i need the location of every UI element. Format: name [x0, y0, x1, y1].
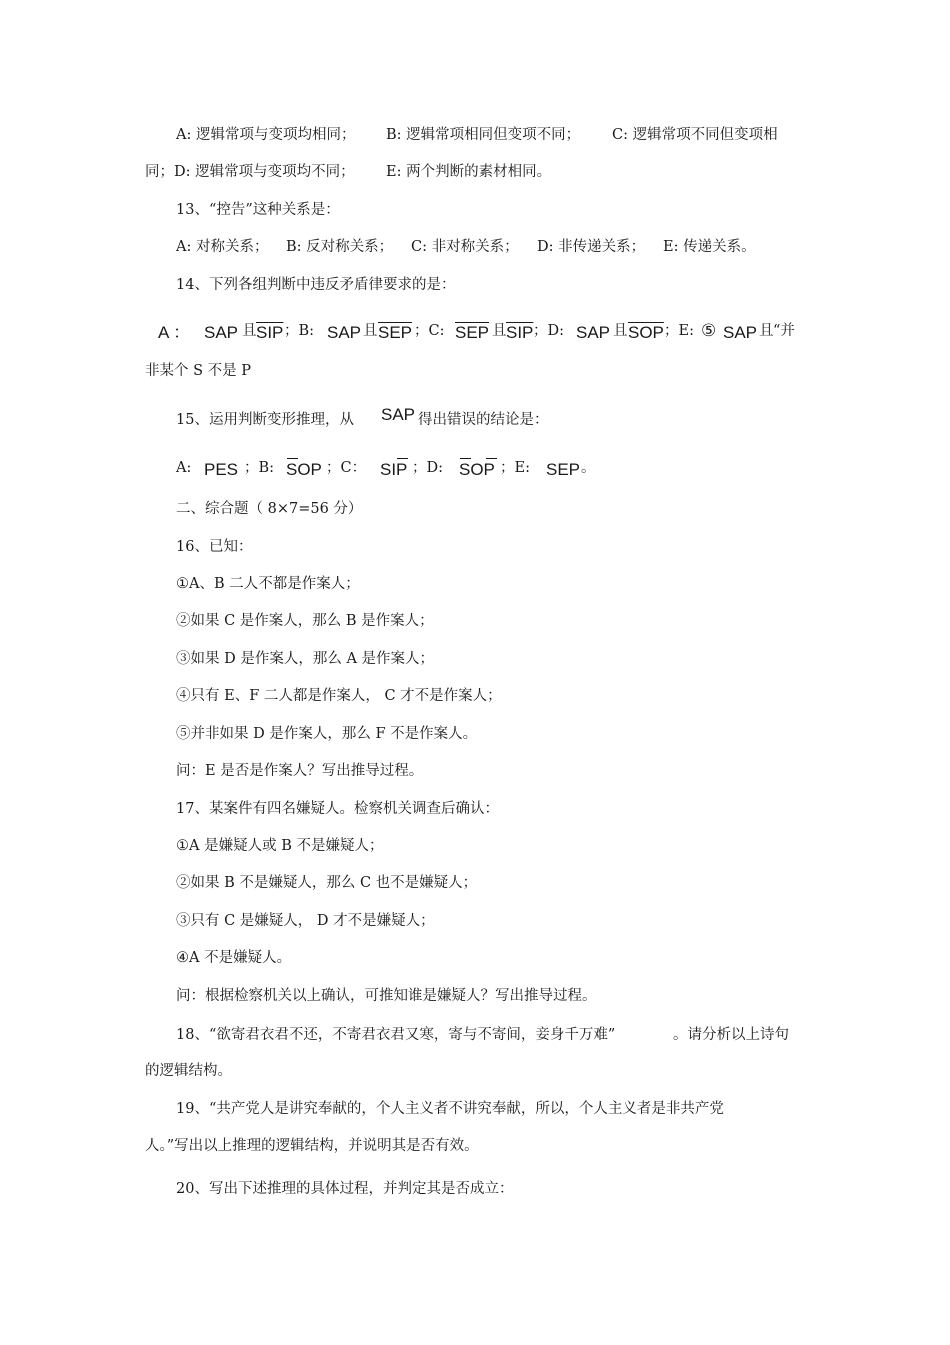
q14-label-a: A ： [158, 323, 191, 342]
q15-label-b: ；B: [244, 460, 275, 476]
q15-overbar-b [287, 458, 298, 459]
q19-line-2: 人。”写出以上推理的逻辑结构，并说明其是否有效。 [145, 1138, 479, 1154]
q15-option-b: SOP [286, 460, 322, 479]
q12-line-2 [145, 164, 552, 180]
q13-option-b: B: 反对称关系； [286, 239, 394, 255]
q17-item-2: ②如果 B 不是嫌疑人，那么 C 也不是嫌疑人； [176, 875, 478, 891]
q14-term-d2: $\overline{SOP}$ [628, 323, 664, 342]
q15-stem-before: 15、运用判断变形推理，从 [176, 412, 354, 428]
q15-overbar-c [397, 458, 408, 459]
q12-option-b: B: 逻辑常项相同但变项不同； [386, 127, 581, 143]
q13-option-e: E: 传递关系。 [663, 239, 756, 255]
q15-option-d: SOP [459, 460, 495, 479]
q19-line-1: 19、“共产党人是讲究奉献的，个人主义者不讲究奉献，所以，个人主义者是非共产党 [176, 1101, 724, 1117]
q12-option-c: C: 逻辑常项不同但变项相 [612, 127, 778, 143]
q13-option-c: C: 非对称关系； [411, 239, 519, 255]
q14-and-e: 且 [759, 323, 774, 339]
q16-item-3: ③如果 D 是作案人，那么 A 是作案人； [176, 651, 435, 667]
q16-item-5: ⑤并非如果 D 是作案人，那么 F 不是作案人。 [176, 726, 478, 742]
q15-option-c: SIP [380, 460, 408, 479]
q15-option-e: SEP [546, 460, 581, 479]
q14-term-d1: SAP [576, 323, 611, 342]
q15-label-e: ；E: [500, 460, 530, 476]
q13-options [176, 239, 756, 255]
q15-label-d: ；D: [412, 460, 444, 476]
q15-stem [176, 405, 549, 428]
q18-line-2: 的逻辑结构。 [145, 1063, 232, 1079]
q14-and-c: 且 [492, 323, 507, 339]
q15-end: 。 [581, 460, 596, 476]
q14-term-a1: SAP [204, 323, 239, 342]
q13-stem: 13、“控告”这种关系是： [176, 202, 340, 218]
q15-option-a: PES [204, 460, 239, 479]
q14-label-c: ；C: [414, 323, 445, 339]
q12-line-1 [176, 127, 778, 143]
q14-options-line [158, 321, 795, 342]
q14-circle-five: ⑤ [701, 321, 717, 341]
q15-overbar-d1 [460, 458, 471, 459]
q13-option-a: A: 对称关系； [176, 239, 269, 255]
q14-label-d: ；D: [533, 323, 565, 339]
q15-stem-after: 得出错误的结论是： [418, 412, 549, 428]
q14-e-quote: “并 [773, 323, 795, 339]
q14-and-b: 且 [363, 323, 378, 339]
q14-stem: 14、下列各组判断中违反矛盾律要求的是： [176, 277, 456, 293]
q14-term-e1: SAP [723, 323, 758, 342]
q15-stem-term: SAP [381, 405, 416, 424]
q14-label-e: ；E: [664, 323, 694, 339]
q17-item-3: ③只有 C 是嫌疑人， D 才不是嫌疑人； [176, 913, 435, 929]
q17-item-4: ④A 不是嫌疑人。 [176, 950, 292, 966]
q16-stem: 16、已知： [176, 539, 253, 555]
q14-term-a2: $\overline{SIP}$ [256, 323, 284, 342]
q16-item-1: ①A、B 二人不都是作案人； [176, 576, 360, 592]
q15-overbar-d2 [486, 458, 497, 459]
q14-and-a: 且 [242, 323, 257, 339]
q14-and-d: 且 [613, 323, 628, 339]
q12-option-a: A: 逻辑常项与变项均相同； [176, 127, 356, 143]
q17-item-1: ①A 是嫌疑人或 B 不是嫌疑人； [176, 838, 384, 854]
q18-text: 18、“欲寄君衣君不还，不寄君衣君又寒，寄与不寄间，妾身千万难” [176, 1027, 616, 1043]
q14-label-b: ；B: [284, 323, 315, 339]
q17-question: 问：根据检察机关以上确认，可推知谁是嫌疑人？写出推导过程。 [176, 988, 597, 1004]
q14-term-c1: $\overline{SEP}$ [455, 323, 490, 342]
q16-item-4: ④只有 E、F 二人都是作案人， C 才不是作案人； [176, 688, 502, 704]
q12-option-e: E: 两个判断的素材相同。 [386, 164, 552, 180]
q20-stem: 20、写出下述推理的具体过程，并判定其是否成立： [176, 1181, 514, 1197]
q12-option-d: 同；D: 逻辑常项与变项均不同； [145, 164, 355, 180]
q18-text-end: 。请分析以上诗句 [673, 1027, 789, 1043]
q14-option-e-cont: 非某个 S 不是 P [145, 363, 252, 379]
q14-term-b2: $\overline{SEP}$ [378, 323, 413, 342]
q16-item-2: ②如果 C 是作案人，那么 B 是作案人； [176, 613, 434, 629]
q15-label-a: A: [176, 460, 192, 476]
q15-label-c: ；C： [326, 460, 367, 476]
q14-term-b1: SAP [327, 323, 362, 342]
q15-options [176, 460, 596, 479]
q14-term-c2: $\overline{SIP}$ [506, 323, 534, 342]
section-2-title: 二、综合题（ 8×7=56 分） [176, 501, 363, 517]
q13-option-d: D: 非传递关系； [537, 239, 646, 255]
q17-stem: 17、某案件有四名嫌疑人。检察机关调查后确认： [176, 801, 499, 817]
q18-line-1 [176, 1027, 789, 1043]
q16-question: 问：E 是否是作案人？写出推导过程。 [176, 763, 424, 779]
